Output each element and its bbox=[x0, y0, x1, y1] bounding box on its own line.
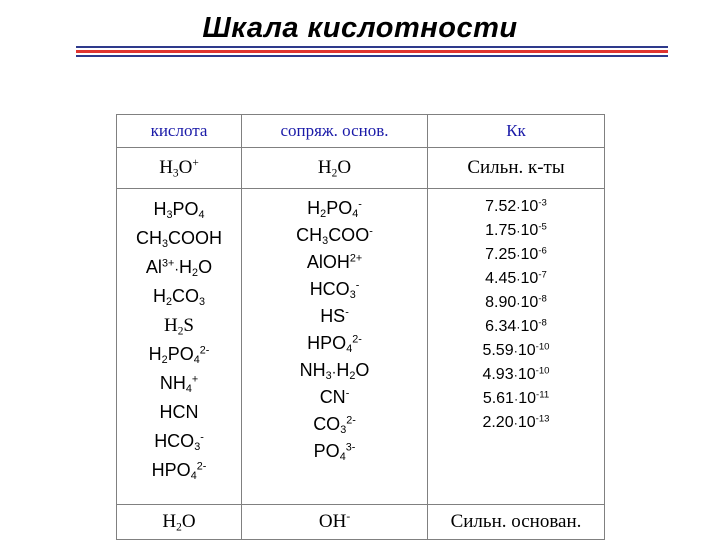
acid-item: $H_2S$ bbox=[163, 315, 194, 338]
acid-item: $HCO_3^-$ bbox=[154, 431, 204, 454]
conjugate-base-item: $HPO_4^{2-}$ bbox=[307, 333, 362, 356]
conjugate-base-item: $NH_3\cdot H_2O$ bbox=[299, 360, 370, 383]
conjugate-base-list bbox=[242, 189, 428, 505]
acid-list bbox=[117, 189, 242, 505]
cell-strong-acid-label: Сильн. к-ты bbox=[428, 148, 605, 189]
constant-list bbox=[428, 189, 605, 505]
table-header-row bbox=[117, 115, 605, 148]
conjugate-base-item: AlOH$^{2+}$ bbox=[306, 252, 363, 272]
constant-item: $8.90\cdot 10^{-8}$ bbox=[485, 293, 547, 311]
constant-item: $1.75\cdot 10^{-5}$ bbox=[485, 221, 547, 239]
constant-item: $5.61\cdot 10^{-11}$ bbox=[482, 389, 550, 407]
acid-item: $CH_3COOH$ bbox=[135, 228, 222, 251]
table-row-acids bbox=[117, 189, 605, 505]
header-acid: кислота bbox=[117, 115, 242, 148]
constant-item: $4.93\cdot 10^{-10}$ bbox=[482, 365, 550, 383]
cell-strong-base-acid: $H_2O$ bbox=[117, 505, 242, 540]
acid-item: $NH_4^+$ bbox=[159, 373, 199, 396]
conjugate-base-item: HS- bbox=[320, 306, 349, 326]
constant-item: $2.20\cdot 10^{-13}$ bbox=[482, 413, 550, 431]
table-row-strong-bases bbox=[117, 505, 605, 540]
constant-item: $7.52\cdot 10^{-3}$ bbox=[485, 197, 547, 215]
title-rule-blue-top bbox=[76, 46, 668, 48]
conjugate-base-item: $HCO_3^-$ bbox=[309, 279, 360, 302]
cell-strong-base: OH- bbox=[242, 505, 428, 540]
conjugate-base-item: $PO_4^{3-}$ bbox=[313, 441, 356, 464]
conjugate-base-item: $CH_3COO^-$ bbox=[296, 225, 373, 248]
constant-item: $4.45\cdot 10^{-7}$ bbox=[485, 269, 547, 287]
conjugate-base-item: $H_2PO_4^-$ bbox=[307, 198, 362, 221]
cell-strong-acid-base: $H_2O$ bbox=[242, 148, 428, 189]
title-rule-blue-bottom bbox=[76, 55, 668, 57]
acid-item: $H_3PO_4$ bbox=[153, 199, 205, 222]
constant-item: $6.34\cdot 10^{-8}$ bbox=[485, 317, 547, 335]
page-title: Шкала кислотности bbox=[202, 12, 518, 44]
acid-item: HCN bbox=[159, 402, 199, 422]
acidity-scale-table bbox=[116, 114, 605, 540]
conjugate-base-item: CN- bbox=[319, 387, 350, 407]
title-rule-red bbox=[76, 50, 668, 53]
conjugate-base-item: $CO_3^{2-}$ bbox=[313, 414, 356, 437]
constant-item: $5.59\cdot 10^{-10}$ bbox=[482, 341, 550, 359]
header-conjugate-base: сопряж. основ. bbox=[242, 115, 428, 148]
acid-item: $HPO_4^{2-}$ bbox=[151, 460, 207, 483]
table-row-strong-acids bbox=[117, 148, 605, 189]
acid-item: $H_2PO_4^{2-}$ bbox=[148, 344, 210, 367]
acid-item: $Al^{3+}\cdot H_2O$ bbox=[145, 257, 213, 280]
constant-item: $7.25\cdot 10^{-6}$ bbox=[485, 245, 547, 263]
cell-strong-base-label: Сильн. основан. bbox=[428, 505, 605, 540]
cell-strong-acid: $H_3O^+$ bbox=[117, 148, 242, 189]
acid-item: $H_2CO_3$ bbox=[152, 286, 206, 309]
header-constant: Кк bbox=[428, 115, 605, 148]
